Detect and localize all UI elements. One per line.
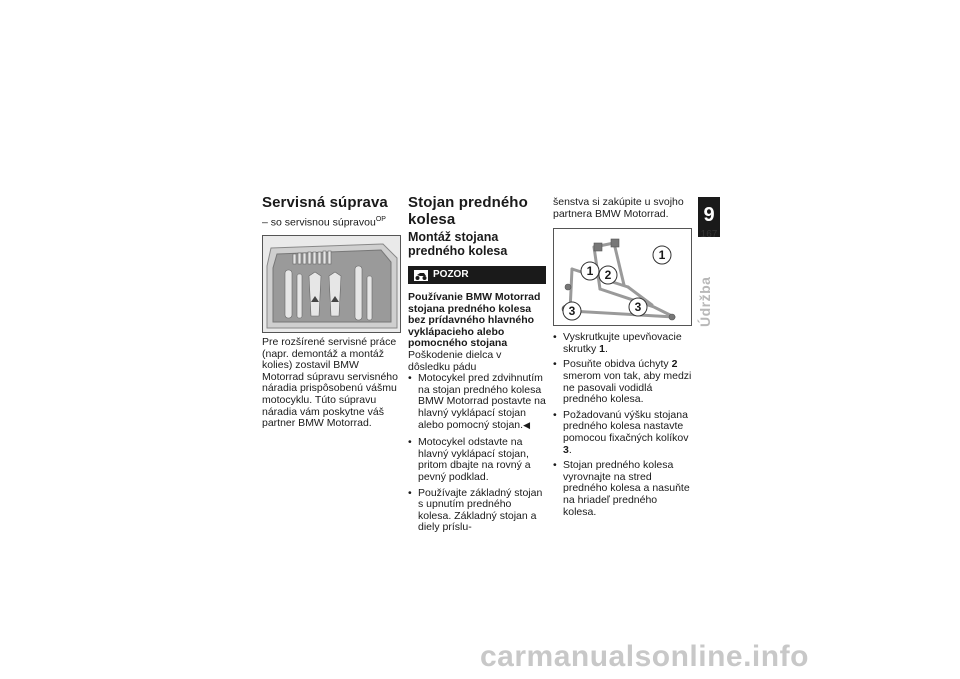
page-number: 167 [700, 229, 718, 240]
list-item: • Používajte základný stojan s upnutím predného kolesa. Základný stojan a diely príslu- [408, 488, 546, 534]
equipment-note: – so servisnou súpravou$^{OP}$ [262, 216, 386, 229]
continuation-text: šenstva si zakúpite u svojho partnera BMW Motorrad. [553, 196, 684, 220]
list-item: • Vyskrutkujte upevňovacie skrutky 1. [553, 332, 693, 355]
column-continuation [553, 197, 693, 522]
callout-label: 3 [634, 300, 642, 315]
warning-banner [408, 266, 546, 284]
column-stojan-predneho-kolesa [408, 194, 546, 538]
chapter-number: 9 [698, 197, 720, 237]
warning-motorcycle-icon [414, 270, 428, 281]
tool-kit-illustration [263, 236, 400, 332]
front-stand-illustration [554, 229, 691, 325]
callout-label: 1 [658, 248, 666, 263]
column-servisna-suprava [262, 194, 402, 430]
warning-list [408, 373, 546, 431]
list-item: • Stojan predného kolesa vyrovnajte na stred predného kolesa a nasuňte na hriadeľ predného kolesa. [553, 460, 693, 518]
warning-title: Používanie BMW Motorrad stojana predného kolesa bez prídavného hlavného vyklápacieho alebo pomocného stojana [408, 291, 541, 350]
tool-kit-image [262, 235, 401, 333]
option-superscript: OP [375, 216, 386, 223]
section-tab-label: Údržba [697, 276, 713, 327]
section-title: Stojan predného kolesa [408, 194, 528, 228]
section-body: Pre rozšírené servisné práce (napr. demontáž a montáž kolies) zostavil BMW Motorrad súpravu servisného náradia prispôsobenú vášmu motocyklu. Túto súpravu náradia vám poskytne váš partner BMW Motorrad. [262, 336, 398, 430]
instruction-list [408, 437, 546, 534]
warning-text: Poškodenie dielca v dôsledku pádu [408, 348, 502, 373]
front-stand-image [553, 228, 692, 326]
instruction-list [553, 332, 693, 518]
list-item: • Motocykel pred zdvihnutím na stojan predného kolesa BMW Motorrad postavte na hlavný vyklápací stojan alebo pomocný stojan.◀ [408, 373, 546, 431]
watermark-text: carmanualsonline.info [480, 640, 809, 673]
list-item: • Posuňte obidva úchyty 2 smerom von tak, aby medzi ne pasovali vodidlá predného kolesa. [553, 359, 693, 405]
callout-label: 3 [568, 304, 576, 319]
callout-label: 2 [604, 268, 612, 283]
warning-label: POZOR [433, 269, 469, 281]
subsection-title: Montáž stojana predného kolesa [408, 230, 508, 258]
section-title: Servisná súprava [262, 194, 388, 211]
end-of-warning-icon: ◀ [523, 419, 530, 430]
callout-label: 1 [586, 264, 594, 279]
list-item: • Požadovanú výšku stojana predného kolesa nastavte pomocou fixačných kolíkov 3. [553, 410, 693, 456]
list-item: • Motocykel odstavte na hlavný vyklápací stojan, pritom dbajte na rovný a pevný podklad. [408, 437, 546, 483]
section-tab [699, 265, 717, 335]
